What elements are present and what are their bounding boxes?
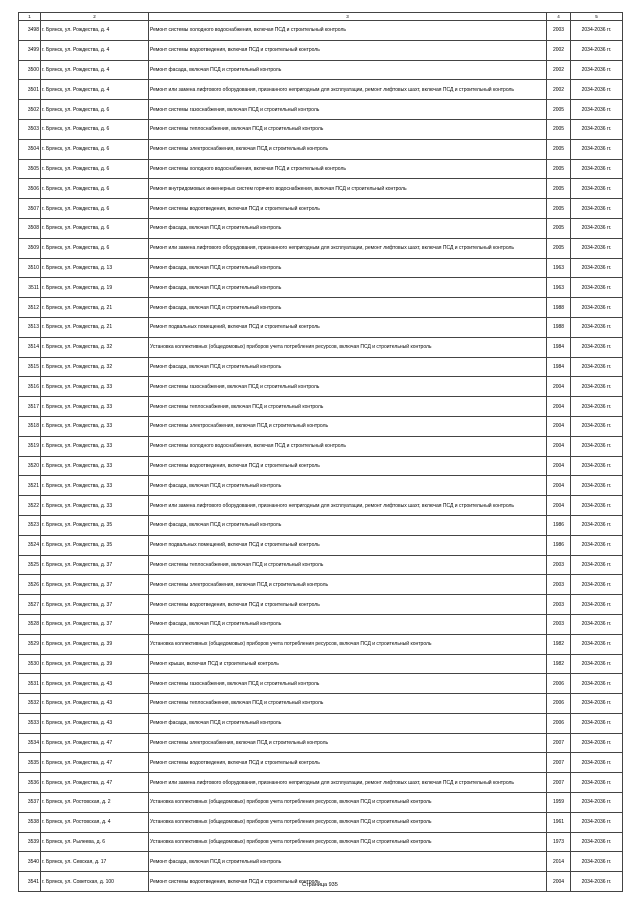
- period-cell: 2034-2036 гг.: [571, 60, 623, 80]
- year-cell: 2007: [547, 773, 571, 793]
- year-cell: 2003: [547, 21, 571, 41]
- table-row: [19, 199, 623, 219]
- year-cell: 2004: [547, 496, 571, 516]
- row-number: 3539: [19, 832, 41, 852]
- work-type-cell: Установка коллективных (общедомовых) приборов учета потребления ресурсов, включая ПСД и строительный контроль: [149, 793, 547, 813]
- table-row: [19, 753, 623, 773]
- period-cell: 2034-2036 гг.: [571, 139, 623, 159]
- year-cell: 2007: [547, 733, 571, 753]
- address-cell: г. Брянск, ул. Рождества, д. 19: [41, 278, 149, 298]
- period-cell: 2034-2036 гг.: [571, 456, 623, 476]
- address-cell: г. Брянск, ул. Ростовская, д. 2: [41, 793, 149, 813]
- address-cell: г. Брянск, ул. Рождества, д. 32: [41, 357, 149, 377]
- row-number: 3524: [19, 535, 41, 555]
- address-cell: г. Брянск, ул. Рождества, д. 32: [41, 337, 149, 357]
- year-cell: 2002: [547, 60, 571, 80]
- year-cell: 2002: [547, 80, 571, 100]
- row-number: 3538: [19, 812, 41, 832]
- address-cell: г. Брянск, ул. Рождества, д. 43: [41, 713, 149, 733]
- year-cell: 2014: [547, 852, 571, 872]
- year-cell: 1986: [547, 535, 571, 555]
- period-cell: 2034-2036 гг.: [571, 496, 623, 516]
- row-number: 3505: [19, 159, 41, 179]
- row-number: 3498: [19, 21, 41, 41]
- year-cell: 1963: [547, 278, 571, 298]
- period-cell: 2034-2036 гг.: [571, 159, 623, 179]
- year-cell: 2003: [547, 595, 571, 615]
- work-type-cell: Ремонт системы водоотведения, включая ПСД и строительный контроль: [149, 872, 547, 892]
- address-cell: г. Брянск, ул. Рождества, д. 43: [41, 674, 149, 694]
- column-number: 4: [547, 13, 571, 21]
- work-type-cell: Ремонт системы холодного водоснабжения, включая ПСД и строительный контроль: [149, 159, 547, 179]
- table-row: [19, 852, 623, 872]
- period-cell: 2034-2036 гг.: [571, 238, 623, 258]
- row-number: 3531: [19, 674, 41, 694]
- period-cell: 2034-2036 гг.: [571, 535, 623, 555]
- address-cell: г. Брянск, ул. Рождества, д. 6: [41, 218, 149, 238]
- year-cell: 2003: [547, 555, 571, 575]
- year-cell: 2004: [547, 436, 571, 456]
- period-cell: 2034-2036 гг.: [571, 694, 623, 714]
- work-type-cell: Ремонт фасада, включая ПСД и строительный контроль: [149, 60, 547, 80]
- row-number: 3530: [19, 654, 41, 674]
- period-cell: 2034-2036 гг.: [571, 218, 623, 238]
- period-cell: 2034-2036 гг.: [571, 179, 623, 199]
- address-cell: г. Брянск, ул. Рождества, д. 4: [41, 40, 149, 60]
- work-type-cell: Ремонт системы электроснабжения, включая ПСД и строительный контроль: [149, 416, 547, 436]
- address-cell: г. Брянск, ул. Рождества, д. 6: [41, 139, 149, 159]
- year-cell: 2005: [547, 119, 571, 139]
- table-row: [19, 416, 623, 436]
- address-cell: г. Брянск, ул. Рождества, д. 39: [41, 634, 149, 654]
- year-cell: 2005: [547, 238, 571, 258]
- table-row: [19, 298, 623, 318]
- period-cell: 2034-2036 гг.: [571, 793, 623, 813]
- table-row: [19, 238, 623, 258]
- row-number: 3503: [19, 119, 41, 139]
- row-number: 3508: [19, 218, 41, 238]
- period-cell: 2034-2036 гг.: [571, 753, 623, 773]
- period-cell: 2034-2036 гг.: [571, 634, 623, 654]
- work-type-cell: Ремонт системы газоснабжения, включая ПСД и строительный контроль: [149, 377, 547, 397]
- work-type-cell: Ремонт системы водоотведения, включая ПСД и строительный контроль: [149, 40, 547, 60]
- period-cell: 2034-2036 гг.: [571, 377, 623, 397]
- column-number: 2: [41, 13, 149, 21]
- row-number: 3509: [19, 238, 41, 258]
- column-number: 1: [19, 13, 41, 21]
- table-row: [19, 377, 623, 397]
- table-row: [19, 595, 623, 615]
- year-cell: 2005: [547, 139, 571, 159]
- work-type-cell: Ремонт фасада, включая ПСД и строительный контроль: [149, 515, 547, 535]
- year-cell: 2006: [547, 713, 571, 733]
- work-type-cell: Ремонт системы водоотведения, включая ПСД и строительный контроль: [149, 595, 547, 615]
- period-cell: 2034-2036 гг.: [571, 357, 623, 377]
- work-type-cell: Ремонт подвальных помещений, включая ПСД и строительный контроль: [149, 317, 547, 337]
- row-number: 3500: [19, 60, 41, 80]
- period-cell: 2034-2036 гг.: [571, 713, 623, 733]
- year-cell: 1982: [547, 654, 571, 674]
- work-type-cell: Установка коллективных (общедомовых) приборов учета потребления ресурсов, включая ПСД и строительный контроль: [149, 337, 547, 357]
- address-cell: г. Брянск, ул. Рождества, д. 47: [41, 753, 149, 773]
- work-type-cell: Ремонт фасада, включая ПСД и строительный контроль: [149, 614, 547, 634]
- row-number: 3504: [19, 139, 41, 159]
- period-cell: 2034-2036 гг.: [571, 852, 623, 872]
- year-cell: 2004: [547, 397, 571, 417]
- address-cell: г. Брянск, ул. Рождества, д. 37: [41, 614, 149, 634]
- period-cell: 2034-2036 гг.: [571, 21, 623, 41]
- period-cell: 2034-2036 гг.: [571, 555, 623, 575]
- work-type-cell: Ремонт фасада, включая ПСД и строительный контроль: [149, 476, 547, 496]
- period-cell: 2034-2036 гг.: [571, 80, 623, 100]
- row-number: 3516: [19, 377, 41, 397]
- table-row: [19, 793, 623, 813]
- address-cell: г. Брянск, ул. Ростовская, д. 4: [41, 812, 149, 832]
- row-number: 3506: [19, 179, 41, 199]
- period-cell: 2034-2036 гг.: [571, 654, 623, 674]
- work-type-cell: Ремонт системы холодного водоснабжения, включая ПСД и строительный контроль: [149, 436, 547, 456]
- table-row: [19, 535, 623, 555]
- table-row: [19, 674, 623, 694]
- row-number: 3536: [19, 773, 41, 793]
- row-number: 3514: [19, 337, 41, 357]
- address-cell: г. Брянск, ул. Рождества, д. 33: [41, 476, 149, 496]
- table-row: [19, 258, 623, 278]
- row-number: 3515: [19, 357, 41, 377]
- work-type-cell: Ремонт системы электроснабжения, включая ПСД и строительный контроль: [149, 733, 547, 753]
- address-cell: г. Брянск, ул. Рождества, д. 37: [41, 595, 149, 615]
- address-cell: г. Брянск, ул. Рождества, д. 37: [41, 555, 149, 575]
- work-type-cell: Ремонт фасада, включая ПСД и строительный контроль: [149, 852, 547, 872]
- year-cell: 2002: [547, 40, 571, 60]
- row-number: 3501: [19, 80, 41, 100]
- table-row: [19, 614, 623, 634]
- table-row: [19, 713, 623, 733]
- period-cell: 2034-2036 гг.: [571, 397, 623, 417]
- period-cell: 2034-2036 гг.: [571, 119, 623, 139]
- row-number: 3528: [19, 614, 41, 634]
- row-number: 3499: [19, 40, 41, 60]
- year-cell: 2005: [547, 100, 571, 120]
- table-row: [19, 496, 623, 516]
- address-cell: г. Брянск, ул. Рождества, д. 21: [41, 317, 149, 337]
- period-cell: 2034-2036 гг.: [571, 595, 623, 615]
- table-row: [19, 575, 623, 595]
- period-cell: 2034-2036 гг.: [571, 476, 623, 496]
- year-cell: 2005: [547, 218, 571, 238]
- table-row: [19, 139, 623, 159]
- row-number: 3540: [19, 852, 41, 872]
- work-type-cell: Ремонт системы водоотведения, включая ПСД и строительный контроль: [149, 199, 547, 219]
- table-row: [19, 218, 623, 238]
- table-row: [19, 832, 623, 852]
- year-cell: 1961: [547, 812, 571, 832]
- row-number: 3527: [19, 595, 41, 615]
- table-row: [19, 179, 623, 199]
- table-row: [19, 80, 623, 100]
- row-number: 3534: [19, 733, 41, 753]
- address-cell: г. Брянск, ул. Рождества, д. 33: [41, 416, 149, 436]
- address-cell: г. Брянск, ул. Рождества, д. 35: [41, 535, 149, 555]
- table-row: [19, 21, 623, 41]
- year-cell: 1973: [547, 832, 571, 852]
- year-cell: 1988: [547, 298, 571, 318]
- row-number: 3523: [19, 515, 41, 535]
- table-row: [19, 337, 623, 357]
- year-cell: 2004: [547, 456, 571, 476]
- work-type-cell: Ремонт системы газоснабжения, включая ПСД и строительный контроль: [149, 674, 547, 694]
- work-type-cell: Ремонт или замена лифтового оборудования, признанного непригодным для эксплуатации, ремонт лифтовых шахт, включая ПСД и строительный контроль: [149, 773, 547, 793]
- year-cell: 2004: [547, 476, 571, 496]
- year-cell: 2004: [547, 377, 571, 397]
- address-cell: г. Брянск, ул. Севская, д. 17: [41, 852, 149, 872]
- page-number: Страница 935: [302, 882, 338, 888]
- table-row: [19, 317, 623, 337]
- table-row: [19, 515, 623, 535]
- period-cell: 2034-2036 гг.: [571, 100, 623, 120]
- work-type-cell: Ремонт фасада, включая ПСД и строительный контроль: [149, 357, 547, 377]
- year-cell: 1982: [547, 634, 571, 654]
- column-number-row: [19, 13, 623, 21]
- address-cell: г. Брянск, ул. Рождества, д. 37: [41, 575, 149, 595]
- work-type-cell: Ремонт или замена лифтового оборудования, признанного непригодным для эксплуатации, ремонт лифтовых шахт, включая ПСД и строительный контроль: [149, 496, 547, 516]
- table-row: [19, 159, 623, 179]
- row-number: 3520: [19, 456, 41, 476]
- year-cell: 2006: [547, 694, 571, 714]
- work-type-cell: Ремонт фасада, включая ПСД и строительный контроль: [149, 258, 547, 278]
- work-type-cell: Ремонт фасада, включая ПСД и строительный контроль: [149, 298, 547, 318]
- work-type-cell: Ремонт системы теплоснабжения, включая ПСД и строительный контроль: [149, 397, 547, 417]
- address-cell: г. Брянск, ул. Рождества, д. 6: [41, 179, 149, 199]
- year-cell: 2005: [547, 179, 571, 199]
- table-row: [19, 634, 623, 654]
- table-row: [19, 812, 623, 832]
- address-cell: г. Брянск, ул. Рождества, д. 4: [41, 80, 149, 100]
- work-type-cell: Ремонт системы теплоснабжения, включая ПСД и строительный контроль: [149, 119, 547, 139]
- row-number: 3532: [19, 694, 41, 714]
- row-number: 3511: [19, 278, 41, 298]
- address-cell: г. Брянск, ул. Рождества, д. 47: [41, 733, 149, 753]
- table-row: [19, 100, 623, 120]
- work-type-cell: Ремонт системы газоснабжения, включая ПСД и строительный контроль: [149, 100, 547, 120]
- work-type-cell: Ремонт фасада, включая ПСД и строительный контроль: [149, 278, 547, 298]
- row-number: 3525: [19, 555, 41, 575]
- address-cell: г. Брянск, ул. Рождества, д. 6: [41, 238, 149, 258]
- work-type-cell: Ремонт системы водоотведения, включая ПСД и строительный контроль: [149, 753, 547, 773]
- table-row: [19, 694, 623, 714]
- work-type-cell: Ремонт системы водоотведения, включая ПСД и строительный контроль: [149, 456, 547, 476]
- work-type-cell: Ремонт системы электроснабжения, включая ПСД и строительный контроль: [149, 575, 547, 595]
- year-cell: 2005: [547, 159, 571, 179]
- work-type-cell: Установка коллективных (общедомовых) приборов учета потребления ресурсов, включая ПСД и строительный контроль: [149, 634, 547, 654]
- period-cell: 2034-2036 гг.: [571, 199, 623, 219]
- year-cell: 2003: [547, 614, 571, 634]
- work-type-cell: Установка коллективных (общедомовых) приборов учета потребления ресурсов, включая ПСД и строительный контроль: [149, 832, 547, 852]
- work-type-cell: Ремонт подвальных помещений, включая ПСД и строительный контроль: [149, 535, 547, 555]
- table-row: [19, 773, 623, 793]
- work-type-cell: Ремонт системы холодного водоснабжения, включая ПСД и строительный контроль: [149, 21, 547, 41]
- period-cell: 2034-2036 гг.: [571, 317, 623, 337]
- row-number: 3502: [19, 100, 41, 120]
- table-row: [19, 60, 623, 80]
- address-cell: г. Брянск, ул. Рождества, д. 4: [41, 60, 149, 80]
- row-number: 3518: [19, 416, 41, 436]
- period-cell: 2034-2036 гг.: [571, 258, 623, 278]
- year-cell: 1986: [547, 515, 571, 535]
- period-cell: 2034-2036 гг.: [571, 337, 623, 357]
- address-cell: г. Брянск, ул. Рождества, д. 33: [41, 397, 149, 417]
- period-cell: 2034-2036 гг.: [571, 773, 623, 793]
- year-cell: 2007: [547, 753, 571, 773]
- work-type-cell: Установка коллективных (общедомовых) приборов учета потребления ресурсов, включая ПСД и строительный контроль: [149, 812, 547, 832]
- period-cell: 2034-2036 гг.: [571, 515, 623, 535]
- address-cell: г. Брянск, ул. Рождества, д. 35: [41, 515, 149, 535]
- works-table: [18, 12, 623, 892]
- row-number: 3529: [19, 634, 41, 654]
- period-cell: 2034-2036 гг.: [571, 674, 623, 694]
- address-cell: г. Брянск, ул. Рождества, д. 6: [41, 199, 149, 219]
- table-row: [19, 654, 623, 674]
- address-cell: г. Брянск, ул. Рылеева, д. 6: [41, 832, 149, 852]
- period-cell: 2034-2036 гг.: [571, 733, 623, 753]
- period-cell: 2034-2036 гг.: [571, 298, 623, 318]
- address-cell: г. Брянск, ул. Рождества, д. 33: [41, 496, 149, 516]
- work-type-cell: Ремонт внутридомовых инженерных систем горячего водоснабжения, включая ПСД и строительный контроль: [149, 179, 547, 199]
- year-cell: 1988: [547, 317, 571, 337]
- work-type-cell: Ремонт или замена лифтового оборудования, признанного непригодным для эксплуатации, ремонт лифтовых шахт, включая ПСД и строительный контроль: [149, 80, 547, 100]
- period-cell: 2034-2036 гг.: [571, 40, 623, 60]
- year-cell: 1984: [547, 337, 571, 357]
- row-number: 3513: [19, 317, 41, 337]
- year-cell: 2004: [547, 416, 571, 436]
- table-row: [19, 555, 623, 575]
- address-cell: г. Брянск, ул. Рождества, д. 47: [41, 773, 149, 793]
- row-number: 3512: [19, 298, 41, 318]
- table-row: [19, 119, 623, 139]
- year-cell: 2004: [547, 872, 571, 892]
- table-row: [19, 278, 623, 298]
- period-cell: 2034-2036 гг.: [571, 832, 623, 852]
- period-cell: 2034-2036 гг.: [571, 416, 623, 436]
- year-cell: 1959: [547, 793, 571, 813]
- year-cell: 2003: [547, 575, 571, 595]
- address-cell: г. Брянск, ул. Рождества, д. 13: [41, 258, 149, 278]
- address-cell: г. Брянск, ул. Рождества, д. 6: [41, 159, 149, 179]
- table-row: [19, 733, 623, 753]
- period-cell: 2034-2036 гг.: [571, 436, 623, 456]
- work-type-cell: Ремонт фасада, включая ПСД и строительный контроль: [149, 218, 547, 238]
- period-cell: 2034-2036 гг.: [571, 575, 623, 595]
- table-row: [19, 40, 623, 60]
- period-cell: 2034-2036 гг.: [571, 614, 623, 634]
- row-number: 3535: [19, 753, 41, 773]
- column-number: 5: [571, 13, 623, 21]
- address-cell: г. Брянск, ул. Рождества, д. 33: [41, 456, 149, 476]
- work-type-cell: Ремонт крыши, включая ПСД и строительный контроль: [149, 654, 547, 674]
- year-cell: 2005: [547, 199, 571, 219]
- period-cell: 2034-2036 гг.: [571, 872, 623, 892]
- row-number: 3541: [19, 872, 41, 892]
- address-cell: г. Брянск, ул. Рождества, д. 33: [41, 436, 149, 456]
- year-cell: 2006: [547, 674, 571, 694]
- row-number: 3533: [19, 713, 41, 733]
- address-cell: г. Брянск, ул. Рождества, д. 6: [41, 100, 149, 120]
- table-row: [19, 397, 623, 417]
- table-row: [19, 456, 623, 476]
- row-number: 3507: [19, 199, 41, 219]
- row-number: 3521: [19, 476, 41, 496]
- address-cell: г. Брянск, ул. Рождества, д. 4: [41, 21, 149, 41]
- row-number: 3517: [19, 397, 41, 417]
- table-row: [19, 476, 623, 496]
- row-number: 3510: [19, 258, 41, 278]
- address-cell: г. Брянск, ул. Рождества, д. 39: [41, 654, 149, 674]
- address-cell: г. Брянск, ул. Советская, д. 100: [41, 872, 149, 892]
- table-row: [19, 436, 623, 456]
- address-cell: г. Брянск, ул. Рождества, д. 6: [41, 119, 149, 139]
- work-type-cell: Ремонт системы теплоснабжения, включая ПСД и строительный контроль: [149, 694, 547, 714]
- row-number: 3522: [19, 496, 41, 516]
- table-row: [19, 357, 623, 377]
- address-cell: г. Брянск, ул. Рождества, д. 33: [41, 377, 149, 397]
- work-type-cell: Ремонт системы электроснабжения, включая ПСД и строительный контроль: [149, 139, 547, 159]
- row-number: 3519: [19, 436, 41, 456]
- work-type-cell: Ремонт фасада, включая ПСД и строительный контроль: [149, 713, 547, 733]
- column-number: 3: [149, 13, 547, 21]
- work-type-cell: Ремонт системы теплоснабжения, включая ПСД и строительный контроль: [149, 555, 547, 575]
- address-cell: г. Брянск, ул. Рождества, д. 43: [41, 694, 149, 714]
- register-sheet: [18, 12, 622, 892]
- table-body: [19, 13, 623, 892]
- year-cell: 1984: [547, 357, 571, 377]
- row-number: 3526: [19, 575, 41, 595]
- period-cell: 2034-2036 гг.: [571, 812, 623, 832]
- period-cell: 2034-2036 гг.: [571, 278, 623, 298]
- address-cell: г. Брянск, ул. Рождества, д. 21: [41, 298, 149, 318]
- row-number: 3537: [19, 793, 41, 813]
- year-cell: 1963: [547, 258, 571, 278]
- work-type-cell: Ремонт или замена лифтового оборудования, признанного непригодным для эксплуатации, ремонт лифтовых шахт, включая ПСД и строительный контроль: [149, 238, 547, 258]
